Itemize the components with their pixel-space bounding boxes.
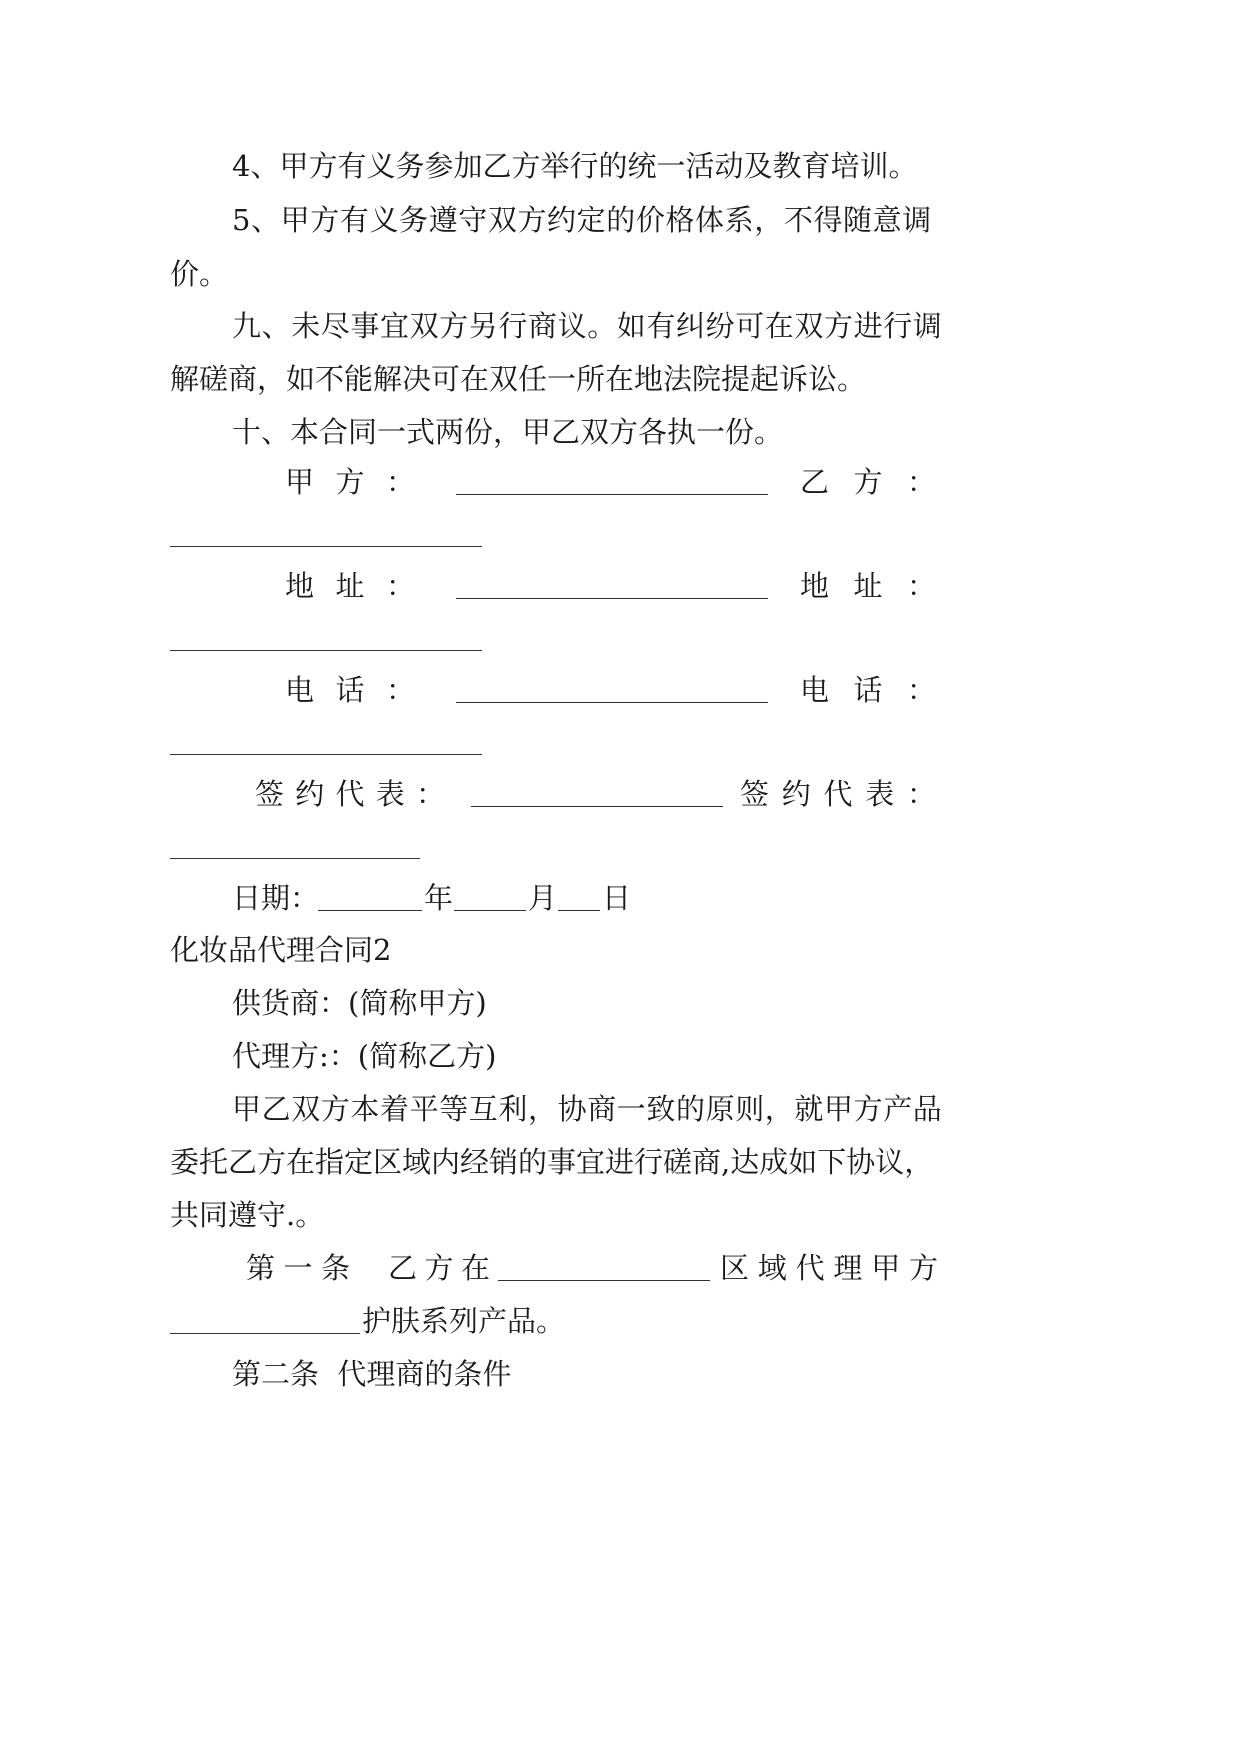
article-2-heading: 第二条 代理商的条件 [232,1357,512,1391]
phone-a-label: 电 话 ： [285,673,415,707]
address-a-label: 地 址 ： [285,569,415,603]
preamble-line2: 委托乙方在指定区域内经销的事宜进行磋商,达成如下协议， [170,1145,934,1179]
address-a-blank [456,598,768,599]
date-day-blank [558,910,600,911]
preamble-line3: 共同遵守.。 [170,1198,325,1232]
clause-10: 十、本合同一式两份，甲乙双方各执一份。 [232,415,784,449]
date-year-blank [318,910,422,911]
agent-line: 代理方:：(简称乙方) [232,1039,497,1073]
rep-a-blank [471,806,723,807]
phone-b-label: 电 话 ： [800,673,936,707]
preamble-line1: 甲乙双方本着平等互利，协商一致的原则，就甲方产品 [232,1092,943,1126]
rep-a-label: 签 约 代 表 ： [255,777,445,811]
phone-a-blank [456,702,768,703]
article-1-tail: 护肤系列产品。 [362,1304,566,1338]
clause-5-line1: 5、甲方有义务遵守双方约定的价格体系，不得随意调 [232,203,932,237]
article-1-party: 乙 方 在 [388,1251,490,1285]
clause-5-line2: 价。 [170,257,229,291]
date-label: 日期： [232,881,320,915]
clause-9-line1: 九、未尽事宜双方另行商议。如有纠纷可在双方进行调 [232,309,943,343]
address-b-label: 地 址 ： [800,569,936,603]
clause-9-line2: 解磋商，如不能解决可在双任一所在地法院提起诉讼。 [170,362,867,396]
date-month-blank [454,910,526,911]
party-a-label: 甲 方 ： [285,465,415,499]
rep-b-label: 签 约 代 表 ： [740,777,936,811]
party-b-label: 乙 方 ： [800,465,936,499]
clause-4: 4、甲方有义务参加乙方举行的统一活动及教育培训。 [232,149,918,183]
rep-b-blank [170,858,420,859]
date-year: 年 [424,881,454,915]
phone-b-blank [170,754,482,755]
article-1-label: 第 一 条 [246,1251,350,1285]
article-1-rest: 区 域 代 理 甲 方 [720,1251,938,1285]
supplier-line: 供货商：(简称甲方) [232,986,487,1020]
date-month: 月 [528,881,558,915]
party-b-blank [170,546,482,547]
article-1-region-blank [498,1280,710,1281]
date-day: 日 [602,881,632,915]
article-1-product-blank [170,1333,360,1334]
party-a-blank [456,494,768,495]
contract-2-title: 化妆品代理合同2 [170,933,392,967]
address-b-blank [170,650,482,651]
